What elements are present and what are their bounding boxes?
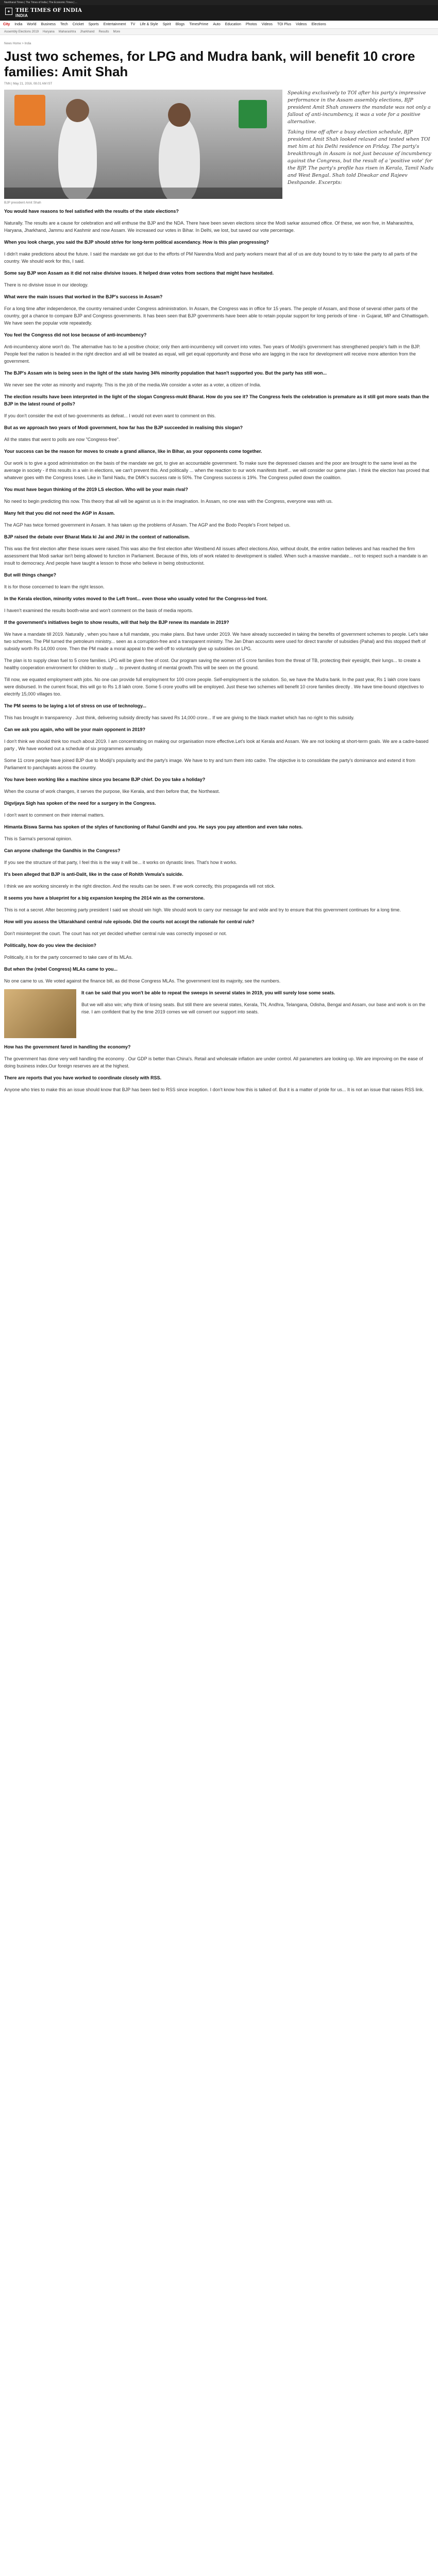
answer: Anyone who tries to make this an issue should know that BJP has been tied to RSS since inception. I don't know how this is talked of. But it is a matter of pride for us... It is not an issue that raises RSS link.	[4, 1087, 424, 1092]
nav-item[interactable]: Life & Style	[140, 23, 158, 26]
question: The PM seems to be laying a lot of stress on use of technology...	[4, 703, 146, 708]
question: You have been working like a machine since you became BJP chief. Do you take a holiday?	[4, 777, 206, 782]
answer: But we will also win; why think of losing seats. But still there are several states, Kerala, TN, Andhra, Telangana, Odisha, Bengal and Assam, our base and work is on the rise. I am confident that by the time 2019 comes we will convert our support into seats.	[81, 1002, 426, 1014]
photo-person-right-head	[168, 103, 191, 127]
nav-item[interactable]: City	[3, 23, 10, 26]
answer: This is Sarma's personal opinion.	[4, 836, 73, 841]
question: But will things change?	[4, 572, 56, 578]
answer: Our work is to give a good administration on the basis of the mandate we got, to give an accountable government. To make sure the depressed classes and the poor are brought to the same level as the average in society - if this results in a win in elections, we can't prevent this. And politically ... when the reaction to our work manifests itself... we will consider our game plan. I think the election has proved that whatever goes with the Congress loses. Like in Tamil Nadu, the DMK's success rate is 50%. The Congress success is 19%. The Congress pulled down the coalition.	[4, 461, 430, 480]
answer: The AGP has twice formed government in Assam. It has taken up the problems of Assam. The AGP and the Bodo People's Front helped us.	[4, 522, 291, 528]
answer: It is for those concerned to learn the right lesson.	[4, 584, 105, 589]
answer: Some 11 crore people have joined BJP due to Modiji's popularity and the party's image. We have to try and turn them into cadre. The objective is to consolidate the party's dominance and extend it from Parliament to panchayats across the country.	[4, 758, 415, 770]
question: Many felt that you did not need the AGP in Assam.	[4, 511, 115, 516]
question: You must have begun thinking of the 2019 LS election. Who will be your main rival?	[4, 487, 188, 492]
nav-item[interactable]: India	[14, 23, 23, 26]
subnav-item[interactable]: Maharashtra	[58, 30, 76, 33]
sub-nav	[0, 29, 438, 35]
logo-emblem-icon: ✦	[5, 8, 12, 15]
nav-item[interactable]: Cricket	[72, 23, 84, 26]
answer: Till now, we equated employment with jobs. No one can provide full employment for 100 crore people. Self-employment is the solution. So, we have the Mudra bank. In the past year, Rs 1 lakh crore loans were disbursed. In the current fiscal, this will go to Rs 1.8 lakh crore. Some 5 crore youths will be employed. Just these two schemes will benefit 10 crore families directly . We have time-bound objectives to electrify 15,000 villages too.	[4, 677, 424, 697]
inline-thumbnail[interactable]	[4, 989, 76, 1038]
answer: The government has done very well handling the economy . Our GDP is better than China's. Retail and wholesale inflation are under control. All parameters are looking up. We are improving on the ease of doing business index.Our foreign reserves are at the highest.	[4, 1056, 423, 1069]
intro-paragraph: Speaking exclusively to TOI after his party's impressive performance in the Assam assembly elections, BJP president Amit Shah answers the mandate was not only a fallout of anti-incumbency, it was a vote for a positive alternative.	[288, 90, 431, 125]
question: In the Kerala election, minority votes moved to the Left front... even those who usually voted for the Congress-led front.	[4, 596, 268, 601]
logo-subtitle: INDIA	[15, 13, 28, 18]
answer: We never see the voter as minority and majority. This is the job of the media.We consider a voter as a voter, a citizen of India.	[4, 382, 261, 387]
answer: Naturally. The results are a cause for celebration and will enthuse the BJP and the NDA. There have been seven elections since the Modi sarkar assumed office. Of these, we won five, in Maharashtra, Haryana, Jharkhand, Jammu and Kashmir and now Assam. We increased our votes in Bihar. In Delhi, we lost, but saved our vote percentage.	[4, 221, 414, 233]
nav-item[interactable]: Sports	[88, 23, 99, 26]
intro-paragraph: Taking time off after a busy election schedule, BJP president Amit Shah looked relaxed and tested when TOI met him at his Delhi residence on Friday. The party's breakthrough in Assam is not just because of incumbency against the Congress, but the result of a 'positive vote' for the BJP. The party's profile has risen in Kerala, Tamil Nadu and West Bengal. Shah told Diwakar and Rajeev Deshpande. Excerpts:	[288, 129, 434, 185]
subnav-item[interactable]: Haryana	[43, 30, 55, 33]
answer: Anti-incumbency alone won't do. The alternative has to be a positive choice; only then anti-incumbency will convert into votes. Two years of Modiji's government has strengthened people's faith in the BJP. People feel the nation is headed in the right direction and all will be treated as equal, will get equal opportunity and those who are lagging in the race for development will receive more attention from the government.	[4, 344, 420, 364]
answer: All the states that went to polls are now "Congress-free".	[4, 437, 120, 442]
nav-item[interactable]: Business	[41, 23, 56, 26]
question: Can we ask you again, who will be your main opponent in 2019?	[4, 727, 146, 732]
subnav-item[interactable]: Assembly Elections 2019	[4, 30, 39, 33]
nav-item[interactable]: Elections	[311, 23, 326, 26]
question: Digvijaya Sigh has spoken of the need for a surgery in the Congress.	[4, 801, 156, 806]
question: Some say BJP won Assam as it did not raise divisive issues. It helped draw votes from sections that might have hesitated.	[4, 270, 274, 276]
question: But as we approach two years of Modi government, how far has the BJP succeeded in realising this slogan?	[4, 425, 243, 430]
answer: I don't want to comment on their internal matters.	[4, 812, 105, 818]
answer: For a long time after independence, the country remained under Congress administration. In Assam, the Congress was in office for 15 years. The people of Assam, and those of several other parts of the country, got a chance to compare BJP and Congress governments. It has been seen that BJP governments have been able to retain popular support for long periods of time - in Gujarat, MP and Chhattisgarh. We have seen the popular vote repeatedly.	[4, 306, 429, 326]
breadcrumb[interactable]: News Home > India	[4, 42, 31, 45]
nav-item[interactable]: TV	[130, 23, 136, 26]
question: Your success can be the reason for moves to create a grand alliance, like in Bihar, as your opponents come together.	[4, 449, 262, 454]
answer: No one came to us. We voted against the finance bill, as did those Congress MLAs. The government lost its majority, see the numbers.	[4, 978, 281, 984]
question: Himanta Biswa Sarma has spoken of the styles of functioning of Rahul Gandhi and you. He says you pay attention and even take notes.	[4, 824, 303, 829]
inline-card	[4, 989, 431, 1038]
answer: Politically, it is for the party concerned to take care of its MLAs.	[4, 955, 133, 960]
subnav-item[interactable]: Results	[98, 30, 109, 33]
answer: We have a mandate till 2019. Naturally , when you have a full mandate, you make plans. But have under 2019. We have already succeeded in taking the benefits of government schemes to people. Let's take two schemes. The PM turned the petroleum ministry... seen as a corruption-free and a transparent ministry. The Jan Dhan accounts were used for direct transfer of subsidies (Pahal) and this stopped theft of subsidy worth Rs 14,000 crore. Then the PM made a moral appeal to the well-off to voluntarily give up subsidies on LPG.	[4, 632, 428, 651]
site-logo[interactable]	[5, 8, 82, 18]
question: If the government's initiatives begin to show results, will that help the BJP renew its mandate in 2019?	[4, 620, 229, 625]
answer: If you see the structure of that party, I feel this is the way it will be... it works on dynastic lines. That's how it works.	[4, 860, 238, 865]
inline-card-text	[81, 989, 431, 1038]
nav-item[interactable]: Education	[225, 23, 241, 26]
top-strip	[0, 0, 438, 5]
logo-title: THE TIMES OF INDIA	[15, 8, 82, 13]
article-headline: Just two schemes, for LPG and Mudra bank, will benefit 10 crore families: Amit Shah	[4, 48, 415, 79]
answer: Don't misinterpret the court. The court has not yet decided whether central rule was correctly imposed or not.	[4, 931, 227, 936]
answer: This is not a secret. After becoming party president I said we should win high. We should work to carry our message far and wide and try to ensure that this government continues for a long time.	[4, 907, 401, 912]
nav-item[interactable]: Entertainment	[103, 23, 126, 26]
nav-item[interactable]: World	[27, 23, 37, 26]
subnav-item[interactable]: Jharkhand	[80, 30, 95, 33]
question: How has the government fared in handling the economy?	[4, 1044, 131, 1049]
answer: I don't think we should think too much about 2019. I am concentrating on making our organisation more effective.Let's look at Kerala and Assam. We are not looking at short-term goals. We are a cadre-based party , We have worked out a schedule of six programmes annually.	[4, 739, 429, 751]
question: The BJP's Assam win is being seen in the light of the state having 34% minority population that hasn't supported you. But the party has still won...	[4, 370, 327, 376]
main-nav	[0, 21, 438, 29]
answer: When the course of work changes, it serves the purpose, like Kerala, and then before that, the Northeast.	[4, 789, 220, 794]
answer: I think we are working sincerely in the right direction. And the results can be seen. If we work correctly, this propaganda will not stick.	[4, 884, 276, 889]
hero-photo[interactable]	[4, 90, 282, 199]
nav-item[interactable]: Spirit	[162, 23, 171, 26]
photo-person-left-head	[66, 99, 89, 122]
question: But when the (rebel Congress) MLAs came to you...	[4, 967, 118, 972]
question: BJP raised the debate over Bharat Mata ki Jai and JNU in the context of nationalism.	[4, 534, 190, 539]
answer: This has brought in transparency . Just think, delivering subsidy directly has saved Rs 14,000 crore... If we are giving to the black market which has no right to this subsidy.	[4, 715, 355, 720]
hero-section	[0, 88, 438, 199]
hero-intro	[288, 90, 434, 199]
question: It's been alleged that BJP is anti-Dalit, like in the case of Rohith Vemula's suicide.	[4, 872, 183, 877]
question: You feel the Congress did not lose because of anti-incumbency?	[4, 332, 147, 337]
nav-item[interactable]: Photos	[245, 23, 257, 26]
answer: If you don't consider the exit of two governments as defeat... I would not even want to comment on this.	[4, 413, 216, 418]
question: When you look charge, you said the BJP should strive for long-term political ascendancy. How is this plan progressing?	[4, 240, 269, 245]
nav-item[interactable]: Videos	[261, 23, 273, 26]
photo-person-right	[159, 115, 200, 199]
nav-item[interactable]: TimesPrime	[189, 23, 209, 26]
top-strip-text: Navbharat Times | The Times of India | The Economic Times | ...	[4, 1, 77, 4]
answer: No need to begin predicting this now. This theory that all will be against us is in the imagination. In Assam, no one was with the Congress, everyone was with us.	[4, 499, 333, 504]
nav-item[interactable]: Tech	[60, 23, 68, 26]
photo-flag-left	[14, 95, 45, 126]
nav-item[interactable]: Auto	[213, 23, 221, 26]
question: What were the main issues that worked in the BJP's success in Assam?	[4, 294, 163, 299]
photo-flag-right	[239, 100, 267, 128]
answer: I didn't make predictions about the future. I said the mandate we got due to the efforts of PM Narendra Modi and party workers meant that all of us are duty bound to try to take the party to all parts of the country. We should work for this, I said.	[4, 251, 418, 264]
photo-caption: BJP president Amit Shah	[4, 201, 41, 205]
question: You would have reasons to feel satisfied with the results of the state elections?	[4, 209, 179, 214]
question: Can anyone challenge the Gandhis in the Congress?	[4, 848, 121, 853]
photo-person-left	[58, 110, 97, 199]
question: Politically, how do you view the decision?	[4, 943, 96, 948]
answer: The plan is to supply clean fuel to 5 crore families. LPG will be given free of cost. Our program saving the women of 5 crore families from the threat of TB, protecting their eyesight, their lungs... to create a healthy cooperation environment for children to study ... to prevent dusting of mental growth.This will be seen on the ground.	[4, 658, 420, 670]
subnav-item[interactable]: More	[113, 30, 121, 33]
answer: I haven't examined the results booth-wise and won't comment on the basis of media reports.	[4, 608, 193, 613]
answer: There is no divisive issue in our ideology.	[4, 282, 89, 287]
site-header	[0, 5, 438, 21]
question: The election results have been interpreted in the light of the slogan Congress-mukt Bharat. How do you see it? The Congress feels the celebration is premature as it still got more seats than the BJP in the latest round of polls?	[4, 394, 429, 406]
article-dateline: TNN | May 21, 2016, 08.01 AM IST	[4, 82, 53, 86]
answer: This was the first election after these issues were raised.This was also the first election after Westbend All issues affect elections.Also, without doubt, the entire nation believes and has reached the firm assessment that Modi sarkar isn't being allowed to function in Parliament. Because of this, lots of work related to development is stalled. When such a massive mandate... not to respect such a mandate is an insult to democracy. And people have taught a lesson to those who believe in being obstructionist.	[4, 546, 428, 566]
question: It can be said that you won't be able to repeat the sweeps in several states in 2019, you will surely lose some seats.	[81, 990, 335, 995]
nav-item[interactable]: TOI Plus	[277, 23, 292, 26]
question: It seems you have a blueprint for a big expansion keeping the 2014 win as the cornerstone.	[4, 895, 205, 901]
photo-overlay	[4, 188, 282, 199]
article-body	[0, 207, 438, 1093]
question: How will you assess the Uttarakhand central rule episode. Did the courts not accept the rationale for central rule?	[4, 919, 255, 924]
question: There are reports that you have worked to coordinate closely with RSS.	[4, 1075, 162, 1080]
nav-item[interactable]: Blogs	[175, 23, 185, 26]
nav-item[interactable]: Videos	[296, 23, 307, 26]
